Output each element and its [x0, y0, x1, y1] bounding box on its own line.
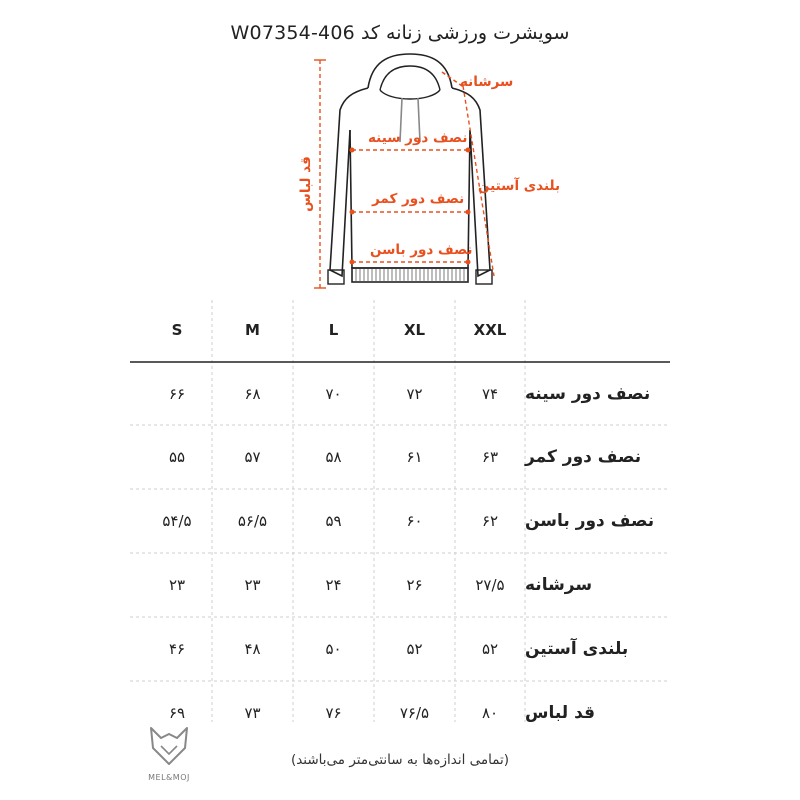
row-label: نصف دور کمر — [525, 447, 642, 467]
table-cell: ۷۶ — [325, 704, 342, 722]
units-footnote: (تمامی اندازه‌ها به سانتی‌متر می‌باشند) — [290, 752, 510, 768]
table-cell: ۵۸ — [325, 448, 342, 466]
table-row — [130, 364, 670, 424]
hoodie-illustration — [280, 50, 560, 300]
table-cell: ۲۷/۵ — [475, 576, 505, 594]
size-header-s: S — [171, 321, 183, 339]
label-shoulder: سرشانه — [460, 74, 514, 90]
size-header-m: M — [245, 321, 260, 339]
row-label: نصف دور باسن — [525, 511, 655, 531]
table-cell: ۶۰ — [406, 512, 423, 530]
size-header-xl: XL — [403, 321, 426, 339]
table-cell: ۷۰ — [325, 385, 342, 403]
table-cell: ۵۲ — [406, 640, 423, 658]
brand-name: MEL&MOJ — [148, 773, 190, 782]
table-cell: ۸۰ — [481, 704, 499, 722]
table-cell: ۵۷ — [244, 448, 261, 466]
table-cell: ۶۶ — [168, 385, 186, 403]
table-cell: ۵۵ — [168, 448, 186, 466]
table-cell: ۶۲ — [481, 512, 499, 530]
table-cell: ۷۴ — [481, 385, 499, 403]
page-title: سویشرت ورزشی زنانه کد W07354-406 — [230, 22, 570, 44]
size-header-l: L — [328, 321, 339, 339]
label-chest: نصف دور سینه — [368, 130, 468, 146]
table-cell: ۵۴/۵ — [162, 512, 192, 530]
table-row — [130, 683, 670, 743]
table-cell: ۲۳ — [168, 576, 186, 594]
table-row — [130, 555, 670, 615]
row-label: سرشانه — [525, 575, 593, 595]
table-row — [130, 619, 670, 679]
label-sleeve: بلندی آستین — [478, 178, 561, 194]
label-waist: نصف دور کمر — [372, 191, 465, 207]
table-row — [130, 491, 670, 551]
row-label: نصف دور سینه — [525, 384, 651, 404]
table-cell: ۵۲ — [481, 640, 499, 658]
hoodie-drawing — [280, 50, 560, 300]
label-length: قد لباس — [297, 156, 314, 212]
label-hip: نصف دور باسن — [370, 242, 473, 258]
row-label: قد لباس — [525, 703, 596, 723]
table-cell: ۷۶/۵ — [399, 704, 430, 722]
table-row — [130, 427, 670, 487]
table-cell: ۲۶ — [406, 576, 423, 594]
table-cell: ۷۳ — [244, 704, 261, 722]
size-header-xxl: XXL — [473, 321, 507, 339]
row-label: بلندی آستین — [525, 639, 629, 659]
table-cell: ۲۴ — [325, 576, 342, 594]
table-header-row — [130, 300, 670, 360]
table-cell: ۶۹ — [168, 704, 186, 722]
table-cell: ۵۰ — [325, 640, 342, 658]
table-cell: ۲۳ — [244, 576, 261, 594]
table-cell: ۴۸ — [244, 640, 261, 658]
table-cell: ۶۱ — [406, 448, 423, 466]
table-cell: ۶۳ — [481, 448, 499, 466]
table-cell: ۷۲ — [406, 385, 423, 403]
table-cell: ۵۶/۵ — [237, 512, 268, 530]
table-cell: ۶۸ — [244, 385, 261, 403]
table-cell: ۵۹ — [325, 512, 342, 530]
size-table — [130, 292, 670, 732]
table-cell: ۴۶ — [168, 640, 186, 658]
